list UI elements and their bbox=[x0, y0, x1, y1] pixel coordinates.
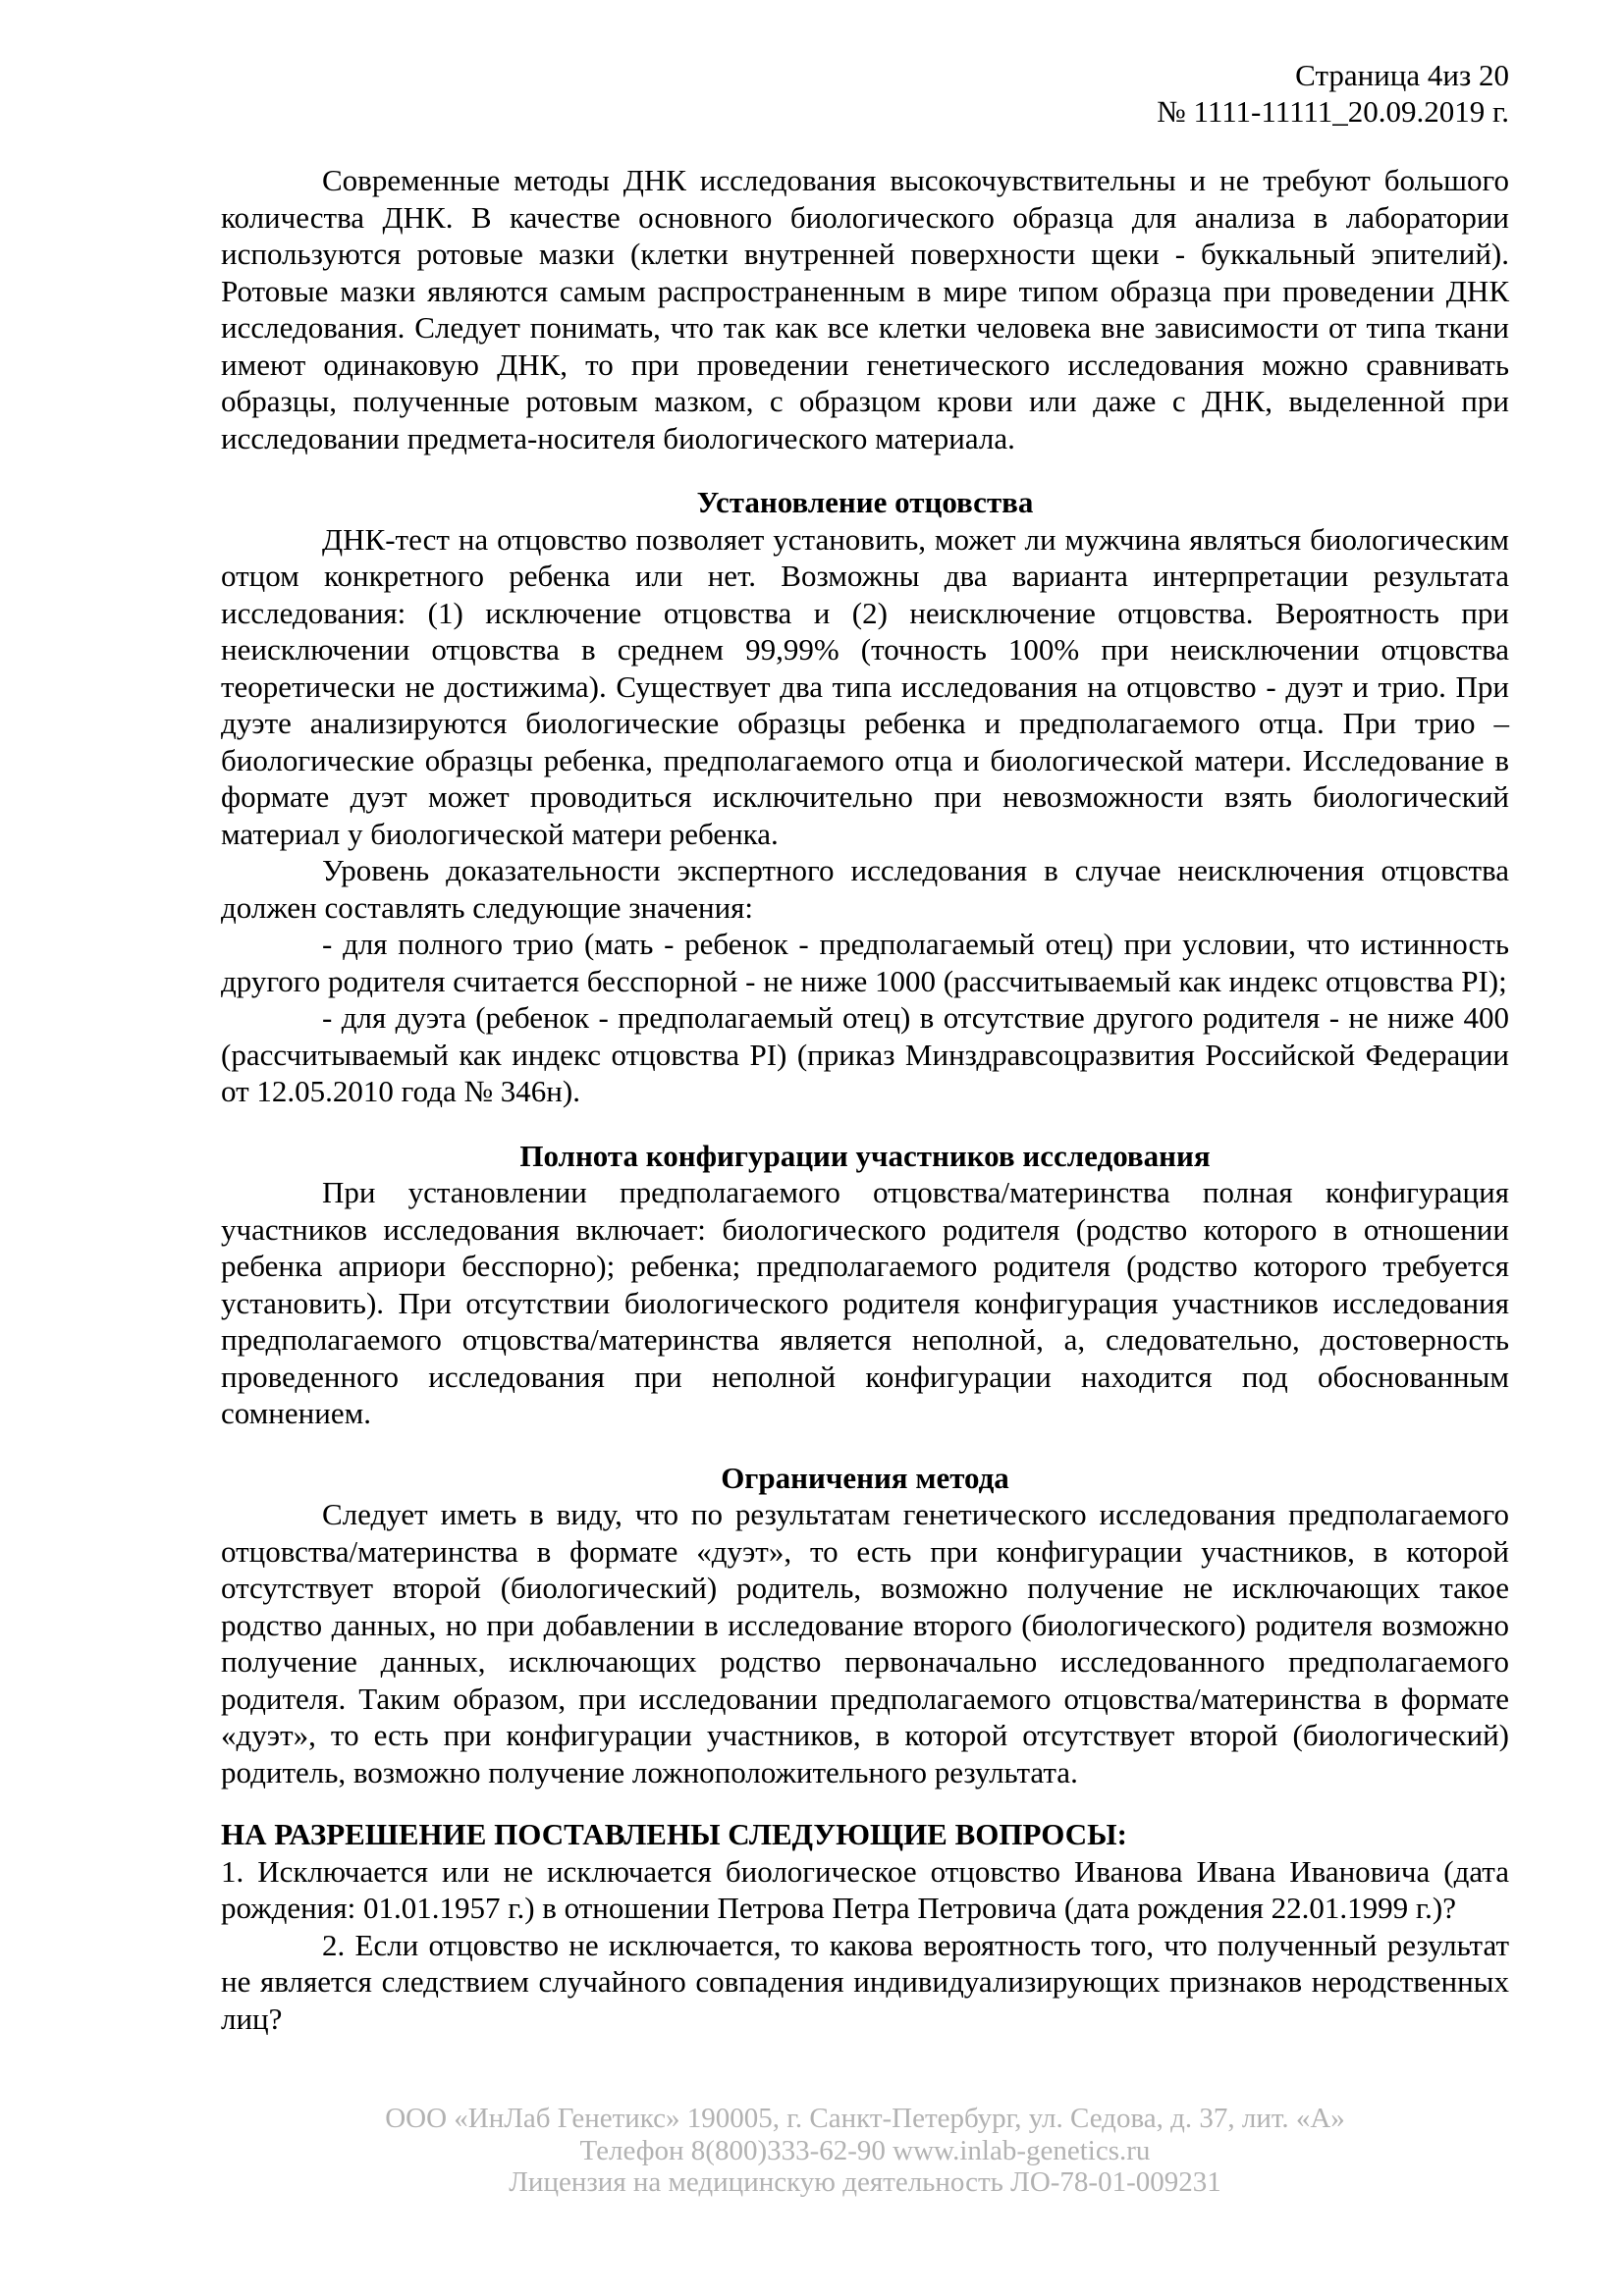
limitations-paragraph: Следует иметь в виду, что по результатам генетического исследования предполагаемого отцовства/материнства в формате «дуэт», то есть при конфигурации участников, в которой отсутствует второй (биологический) родитель, возможно получение не исключающих такое родство данных, но при добавлении в исследование второго (биологического) родителя возможно получение данных, исключающих родство первоначально исследованного предполагаемого родителя. Таким образом, при исследовании предполагаемого отцовства/материнства в формате «дуэт», то есть при конфигурации участников, в которой отсутствует второй (биологический) родитель, возможно получение ложноположительного результата. bbox=[221, 1497, 1509, 1789]
document-number: № 1111-11111_20.09.2019 г. bbox=[1157, 94, 1509, 129]
question-1: 1. Исключается или не исключается биологическое отцовство Иванова Ивана Ивановича (дата рождения: 01.01.1957 г.) в отношении Петрова Петра Петровича (дата рождения 22.01.1999 г.)? bbox=[221, 1853, 1509, 1925]
footer-company-address: ООО «ИнЛаб Генетикс» 190005, г. Санкт-Петербург, ул. Седова, д. 37, лит. «А» bbox=[385, 2103, 1345, 2134]
question-2: 2. Если отцовство не исключается, то какова вероятность того, что полученный результат не является следствием случайного совпадения индивидуализирующих признаков неродственных лиц? bbox=[221, 1927, 1509, 2036]
document-body bbox=[221, 162, 1509, 2037]
intro-paragraph: Современные методы ДНК исследования высокочувствительны и не требуют большого количества ДНК. В качестве основного биологического образца для анализа в лаборатории используются ротовые мазки (клетки внутренней поверхности щеки - буккальный эпителий). Ротовые мазки являются самым распространенным в мире типом образца при проведении ДНК исследования. Следует понимать, что так как все клетки человека вне зависимости от типа ткани имеют одинаковую ДНК, то при проведении генетического исследования можно сравнивать образцы, полученные ротовым мазком, с образцом крови или даже с ДНК, выделенной при исследовании предмета-носителя биологического материала. bbox=[221, 163, 1509, 455]
page-number: Страница 4из 20 bbox=[1295, 58, 1509, 92]
page-header bbox=[1157, 57, 1509, 130]
footer-phone-website: Телефон 8(800)333-62-90 www.inlab-genetics.ru bbox=[579, 2134, 1151, 2166]
section-title-paternity: Установление отцовства bbox=[696, 485, 1034, 519]
paternity-paragraph-1: ДНК-тест на отцовство позволяет установить, может ли мужчина являться биологическим отцом конкретного ребенка или нет. Возможны два варианта интерпретации результата исследования: (1) исключение отцовства и (2) неисключение отцовства. Вероятность при неисключении отцовства в среднем 99,99% (точность 100% при неисключении отцовства теоретически не достижима). Существует два типа исследования на отцовство - дуэт и трио. При дуэте анализируются биологические образцы ребенка и предполагаемого отца. При трио – биологические образцы ребенка, предполагаемого отца и биологической матери. Исследование в формате дуэт может проводиться исключительно при невозможности взять биологический материал у биологической матери ребенка. bbox=[221, 521, 1509, 851]
paternity-list-item-duet: - для дуэта (ребенок - предполагаемый отец) в отсутствие другого родителя - не ниже 400 (рассчитываемый как индекс отцовства PI) (приказ Минздравсоцразвития Российской Федерации от 12.05.2010 года № 346н). bbox=[221, 1000, 1509, 1108]
section-title-configuration: Полнота конфигурации участников исследования bbox=[519, 1138, 1211, 1173]
configuration-paragraph: При установлении предполагаемого отцовства/материнства полная конфигурация участников исследования включает: биологического родителя (родство которого в отношении ребенка априори бесспорно); ребенка; предполагаемого родителя (родство которого требуется установить). При отсутствии биологического родителя конфигурация участников исследования предполагаемого отцовства/материнства является неполной, а, следовательно, достоверность проведенного исследования при неполной конфигурации находится под обоснованным сомнением. bbox=[221, 1175, 1509, 1430]
footer-license: Лицензия на медицинскую деятельность ЛО-78-01-009231 bbox=[509, 2166, 1221, 2198]
questions-heading: НА РАЗРЕШЕНИЕ ПОСТАВЛЕНЫ СЛЕДУЮЩИЕ ВОПРОСЫ: bbox=[221, 1817, 1127, 1851]
page-footer bbox=[221, 2103, 1509, 2199]
section-title-limitations: Ограничения метода bbox=[721, 1460, 1009, 1495]
paternity-paragraph-2: Уровень доказательности экспертного исследования в случае неисключения отцовства должен составлять следующие значения: bbox=[221, 853, 1509, 925]
paternity-list-item-trio: - для полного трио (мать - ребенок - предполагаемый отец) при условии, что истинность другого родителя считается бесспорной - не ниже 1000 (рассчитываемый как индекс отцовства PI); bbox=[221, 927, 1509, 998]
